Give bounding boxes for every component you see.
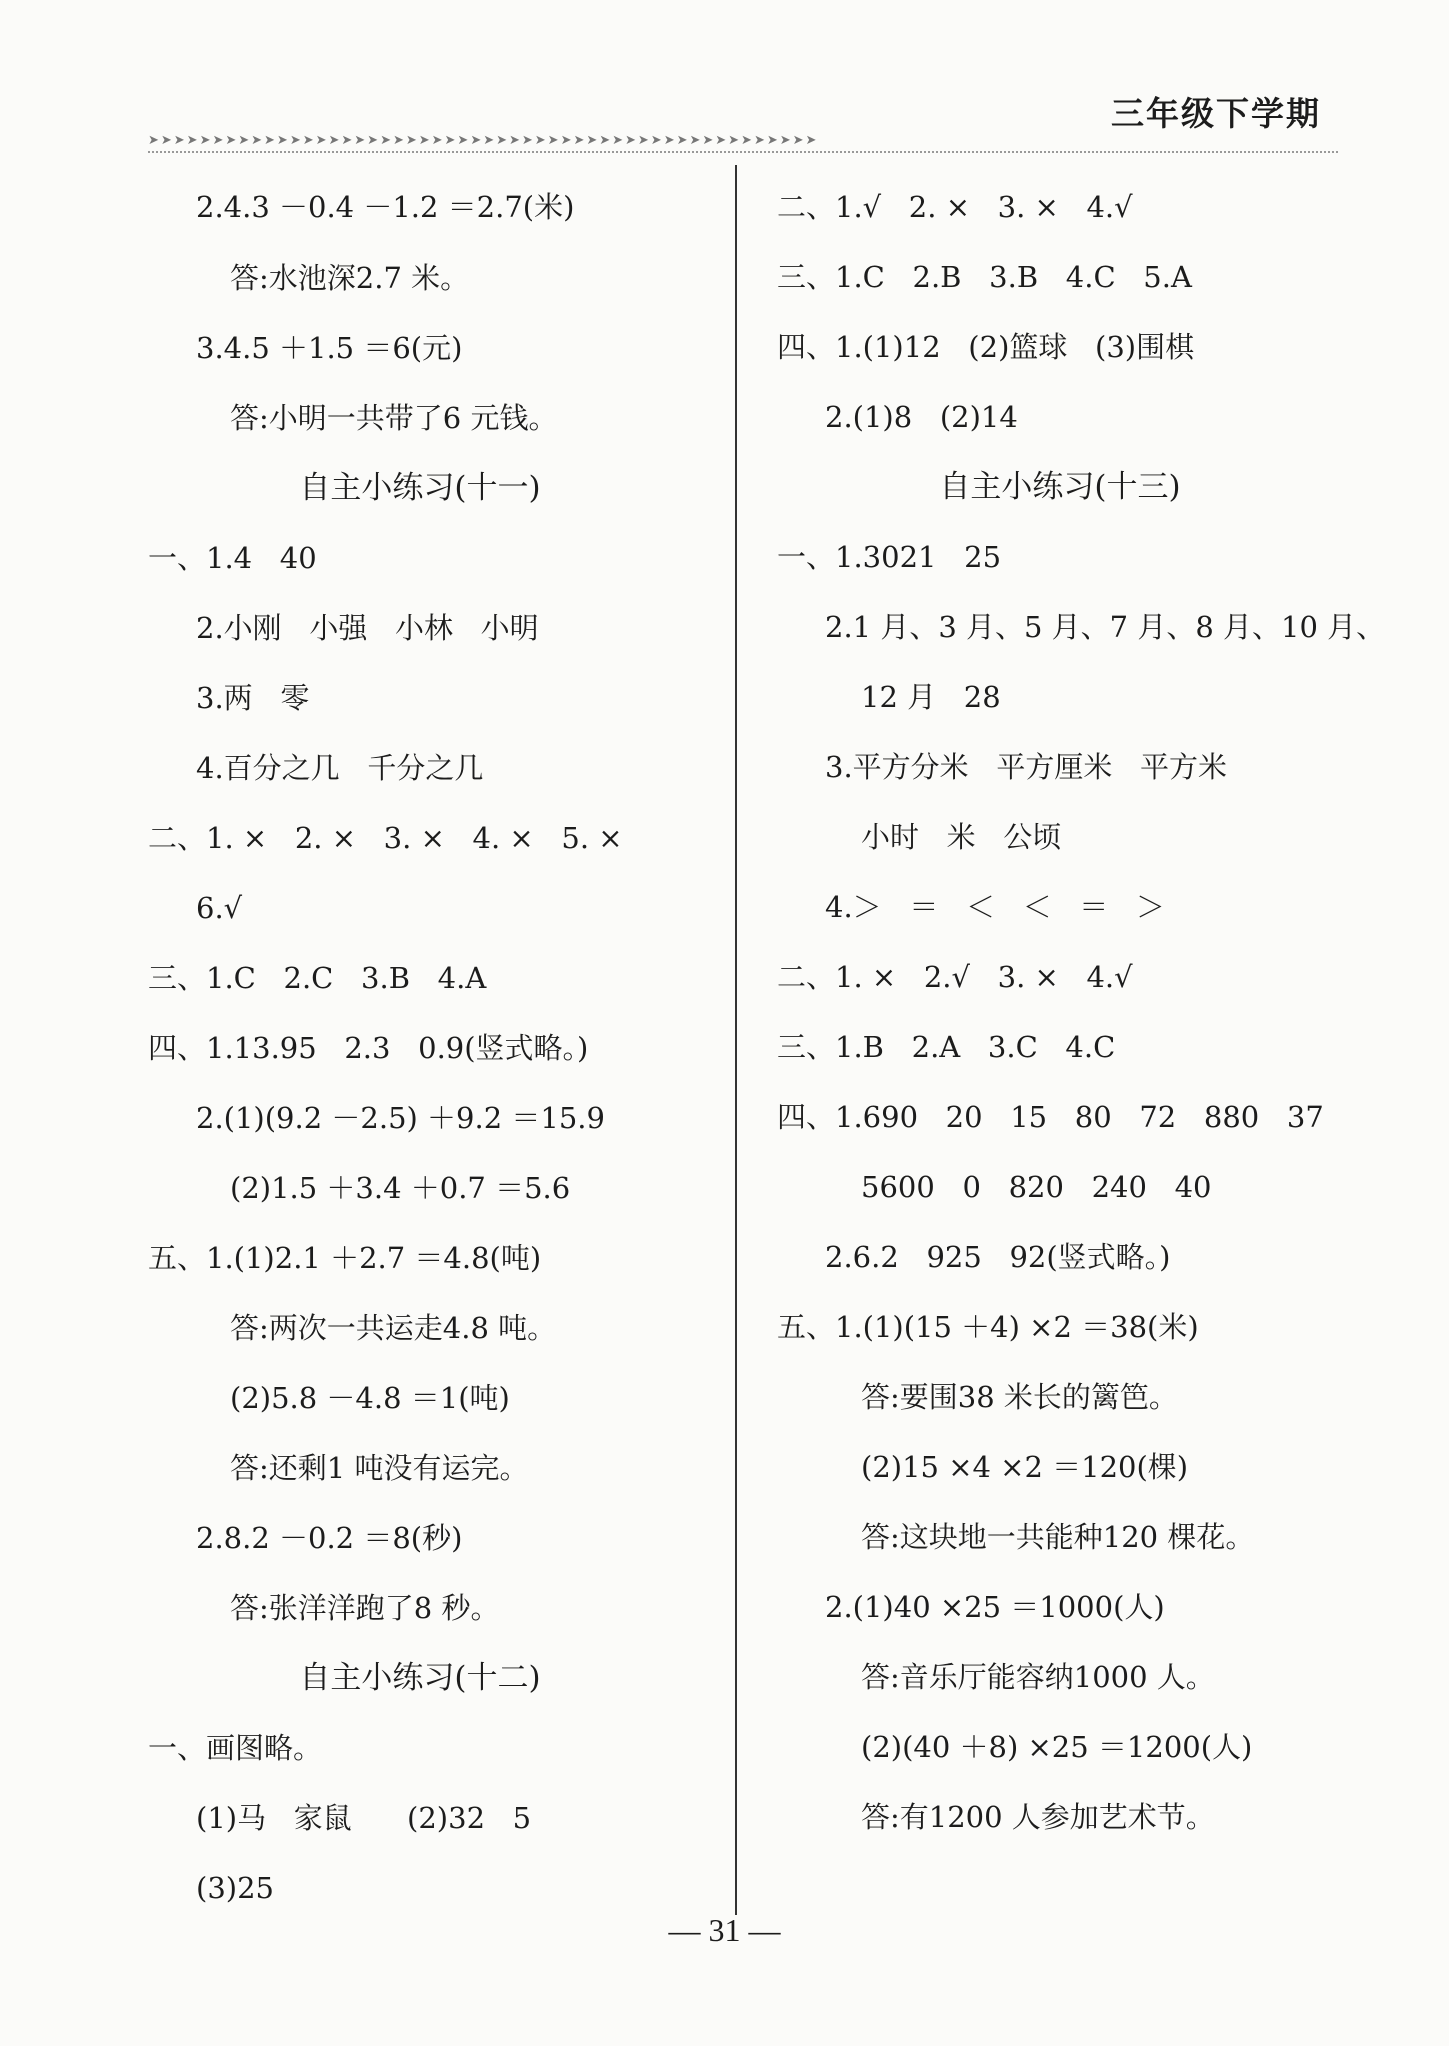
- answer-line: 四、1.13.95 2.3 0.9(竖式略。): [148, 1031, 589, 1065]
- answer-line: 小时 米 公顷: [861, 820, 1062, 854]
- answer-line: 3.4.5 ＋1.5 ＝6(元): [196, 331, 463, 365]
- answer-line: 四、1.(1)12 (2)篮球 (3)围棋: [777, 330, 1195, 364]
- answer-line: (1)马 家鼠 (2)32 5: [196, 1801, 532, 1835]
- answer-line: 三、1.B 2.A 3.C 4.C: [777, 1030, 1116, 1064]
- answer-line: (2)1.5 ＋3.4 ＋0.7 ＝5.6: [230, 1171, 571, 1205]
- column-divider: [735, 165, 737, 1915]
- answer-line: 3.平方分米 平方厘米 平方米: [825, 750, 1227, 784]
- answer-line: 答:这块地一共能种120 棵花。: [861, 1520, 1255, 1554]
- section-heading: 自主小练习(十三): [939, 469, 1181, 505]
- answer-line: 12 月 28: [861, 680, 1001, 714]
- answer-line: 答:音乐厅能容纳1000 人。: [861, 1660, 1215, 1694]
- answer-line: (3)25: [196, 1871, 274, 1905]
- answer-line: 一、画图略。: [148, 1731, 323, 1765]
- answer-line: 4.＞ ＝ ＜ ＜ ＝ ＞: [825, 890, 1165, 924]
- answer-line: 二、1.√ 2. × 3. × 4.√: [777, 190, 1133, 224]
- answer-line: 五、1.(1)2.1 ＋2.7 ＝4.8(吨): [148, 1241, 542, 1275]
- answer-line: (2)15 ×4 ×2 ＝120(棵): [861, 1450, 1189, 1484]
- answer-line: 2.(1)(9.2 －2.5) ＋9.2 ＝15.9: [196, 1101, 605, 1135]
- answer-line: 6.√: [196, 891, 243, 925]
- header-dotted-rule: [148, 151, 1338, 153]
- answer-line: 答:水池深2.7 米。: [230, 261, 470, 295]
- answer-line: 答:有1200 人参加艺术节。: [861, 1800, 1215, 1834]
- answer-line: 2.4.3 －0.4 －1.2 ＝2.7(米): [196, 190, 575, 224]
- section-heading: 自主小练习(十二): [299, 1660, 541, 1696]
- answer-line: 2.小刚 小强 小林 小明: [196, 611, 539, 645]
- answer-line: 2.6.2 925 92(竖式略。): [825, 1240, 1171, 1274]
- answer-line: (2)5.8 －4.8 ＝1(吨): [230, 1381, 510, 1415]
- answer-line: (2)(40 ＋8) ×25 ＝1200(人): [861, 1730, 1253, 1764]
- answer-line: 答:张洋洋跑了8 秒。: [230, 1591, 500, 1625]
- header-arrow-rule: ➤➤➤➤➤➤➤➤➤➤➤➤➤➤➤➤➤➤➤➤➤➤➤➤➤➤➤➤➤➤➤➤➤➤➤➤➤➤➤➤➤➤➤➤➤➤➤➤➤➤➤➤: [148, 134, 819, 148]
- page-number: — 31 —: [668, 1912, 781, 1948]
- answer-line: 五、1.(1)(15 ＋4) ×2 ＝38(米): [777, 1310, 1199, 1344]
- answer-line: 三、1.C 2.B 3.B 4.C 5.A: [777, 260, 1192, 294]
- answer-line: 2.(1)40 ×25 ＝1000(人): [825, 1590, 1165, 1624]
- answer-line: 5600 0 820 240 40: [861, 1170, 1212, 1204]
- answer-line: 2.8.2 －0.2 ＝8(秒): [196, 1521, 463, 1555]
- answer-line: 4.百分之几 千分之几: [196, 751, 484, 785]
- section-heading: 自主小练习(十一): [299, 470, 541, 506]
- answer-line: 二、1. × 2. × 3. × 4. × 5. ×: [148, 821, 623, 855]
- answer-line: 答:小明一共带了6 元钱。: [230, 401, 558, 435]
- answer-line: 三、1.C 2.C 3.B 4.A: [148, 961, 487, 995]
- answer-line: 2.1 月、3 月、5 月、7 月、8 月、10 月、: [825, 610, 1386, 644]
- answer-line: 二、1. × 2.√ 3. × 4.√: [777, 960, 1133, 994]
- answer-line: 答:还剩1 吨没有运完。: [230, 1451, 529, 1485]
- answer-line: 四、1.690 20 15 80 72 880 37: [777, 1100, 1324, 1134]
- header-title: 三年级下学期: [1111, 94, 1321, 133]
- answer-line: 一、1.3021 25: [777, 540, 1002, 574]
- answer-line: 答:两次一共运走4.8 吨。: [230, 1311, 557, 1345]
- answer-line: 2.(1)8 (2)14: [825, 400, 1018, 434]
- answer-line: 3.两 零: [196, 681, 310, 715]
- answer-line: 一、1.4 40: [148, 541, 317, 575]
- answer-line: 答:要围38 米长的篱笆。: [861, 1380, 1178, 1414]
